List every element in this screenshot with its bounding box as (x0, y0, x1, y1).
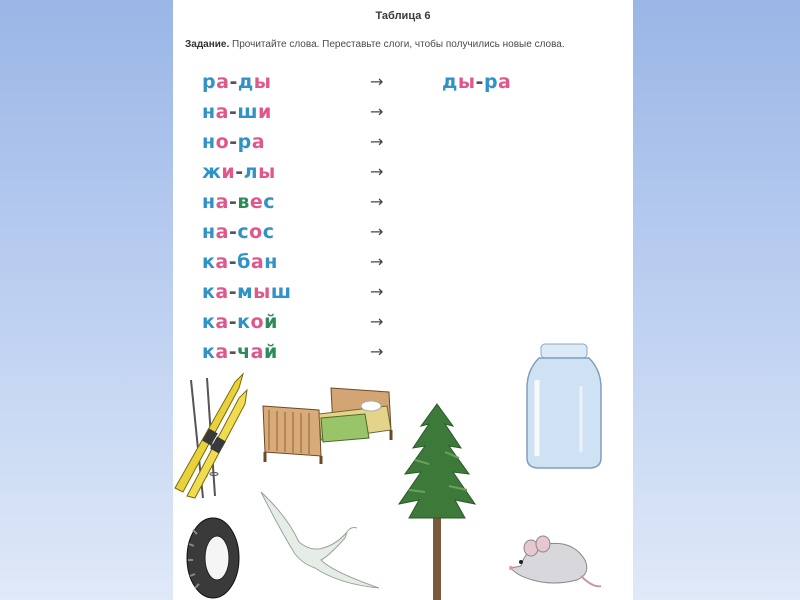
skis-icon (173, 368, 253, 500)
syllable-word: ка-мыш (202, 281, 292, 303)
answer-word: ды-ра (442, 71, 512, 93)
word-row (202, 160, 602, 190)
arrow-icon: → (370, 252, 384, 271)
word-row (202, 220, 602, 250)
bed-icon (259, 384, 399, 464)
arrow-icon: → (370, 192, 384, 211)
syllable-word: ра-ды (202, 71, 272, 93)
seagull-icon (259, 488, 389, 592)
syllable-word: ка-чай (202, 341, 278, 363)
word-row (202, 250, 602, 280)
syllable-word: но-ра (202, 131, 266, 153)
syllable-word: на-сос (202, 221, 275, 243)
task-label: Задание. (185, 39, 230, 50)
jar-icon (521, 340, 607, 472)
word-row (202, 310, 602, 340)
word-row (202, 130, 602, 160)
page-title: Таблица 6 (375, 10, 431, 22)
syllable-word: жи-лы (202, 161, 276, 183)
arrow-icon: → (370, 132, 384, 151)
arrow-icon: → (370, 222, 384, 241)
tire-icon (173, 510, 243, 600)
syllable-word: ка-кой (202, 311, 278, 333)
syllable-word: на-вес (202, 191, 276, 213)
arrow-icon: → (370, 282, 384, 301)
word-row (202, 190, 602, 220)
word-row (202, 280, 602, 310)
arrow-icon: → (370, 342, 384, 361)
pine-tree-icon (395, 400, 479, 600)
task-instruction (185, 39, 625, 50)
syllable-word: на-ши (202, 101, 272, 123)
mouse-icon (507, 530, 603, 596)
arrow-icon: → (370, 162, 384, 181)
word-row (202, 100, 602, 130)
syllable-word: ка-бан (202, 251, 278, 273)
arrow-icon: → (370, 312, 384, 331)
arrow-icon: → (370, 72, 384, 91)
arrow-icon: → (370, 102, 384, 121)
worksheet-page (173, 0, 633, 600)
word-row (202, 70, 602, 100)
task-text: Прочитайте слова. Переставьте слоги, чтобы получились новые слова. (229, 39, 565, 50)
word-rows (202, 70, 602, 370)
